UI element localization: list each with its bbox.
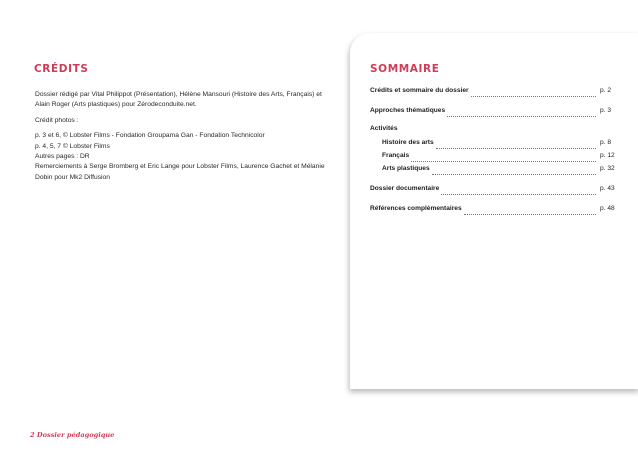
credits-photos-line: p. 4, 5, 7 © Lobster Films (35, 142, 110, 150)
toc-entry-francais[interactable] (370, 152, 625, 165)
toc-entry-label: Français (382, 152, 410, 159)
toc-entry-label: Références complémentaires (370, 205, 462, 212)
credits-photos-line: Autres pages : DR (35, 153, 90, 161)
credits-photos-label: Crédit photos : (35, 116, 79, 124)
toc-entry-references[interactable] (370, 205, 625, 218)
toc-leader-dots (432, 173, 596, 175)
credits-photos-line: p. 3 et 6, © Lobster Films - Fondation Groupama Gan - Fondation Technicolor (35, 132, 265, 140)
credits-heading: CRÉDITS (34, 63, 89, 75)
toc-entry-page: p. 12 (600, 152, 615, 159)
toc-leader-dots (447, 115, 596, 117)
table-of-contents (370, 87, 625, 218)
toc-entry-label: Approches thématiques (370, 107, 446, 114)
toc-entry-page: p. 2 (600, 87, 611, 94)
toc-entry-page: p. 32 (600, 165, 615, 172)
page-number: 2 (30, 431, 35, 439)
toc-entry-arts-plastiques[interactable] (370, 165, 625, 178)
toc-entry-page: p. 43 (600, 185, 615, 192)
toc-entry-credits[interactable] (370, 87, 625, 100)
toc-leader-dots (464, 213, 596, 215)
toc-entry-label: Dossier documentaire (370, 185, 440, 192)
toc-entry-label: Arts plastiques (382, 165, 430, 172)
toc-leader-dots (471, 95, 596, 97)
toc-entry-label: Crédits et sommaire du dossier (370, 87, 469, 94)
toc-leader-dots (441, 193, 596, 195)
toc-entry-page: p. 3 (600, 107, 611, 114)
toc-section-activites (370, 125, 625, 137)
toc-entry-dossier-documentaire[interactable] (370, 185, 625, 198)
credits-author-paragraph: Dossier rédigé par Vital Philippot (Présentation), Hélène Mansouri (Histoire des Arts, Français) et Alain Roger (Arts plastiques) pour Zérodeconduite.net. (35, 91, 322, 109)
toc-section-label: Activités (370, 125, 398, 132)
toc-leader-dots (436, 147, 596, 149)
page-footer (30, 431, 114, 439)
toc-entry-label: Histoire des arts (382, 139, 434, 146)
toc-entry-approches[interactable] (370, 107, 625, 120)
footer-title: Dossier pédagogique (36, 431, 115, 439)
toc-entry-page: p. 8 (600, 139, 611, 146)
credits-text (35, 90, 335, 183)
toc-leader-dots (411, 160, 596, 162)
toc-entry-page: p. 48 (600, 205, 615, 212)
credits-thanks: Remerciements à Serge Bromberg et Eric Lange pour Lobster Films, Laurence Gachet et Mélanie Dobin pour Mk2 Diffusion (35, 163, 325, 181)
sommaire-heading: SOMMAIRE (370, 63, 440, 75)
toc-entry-histoire-des-arts[interactable] (370, 139, 625, 152)
